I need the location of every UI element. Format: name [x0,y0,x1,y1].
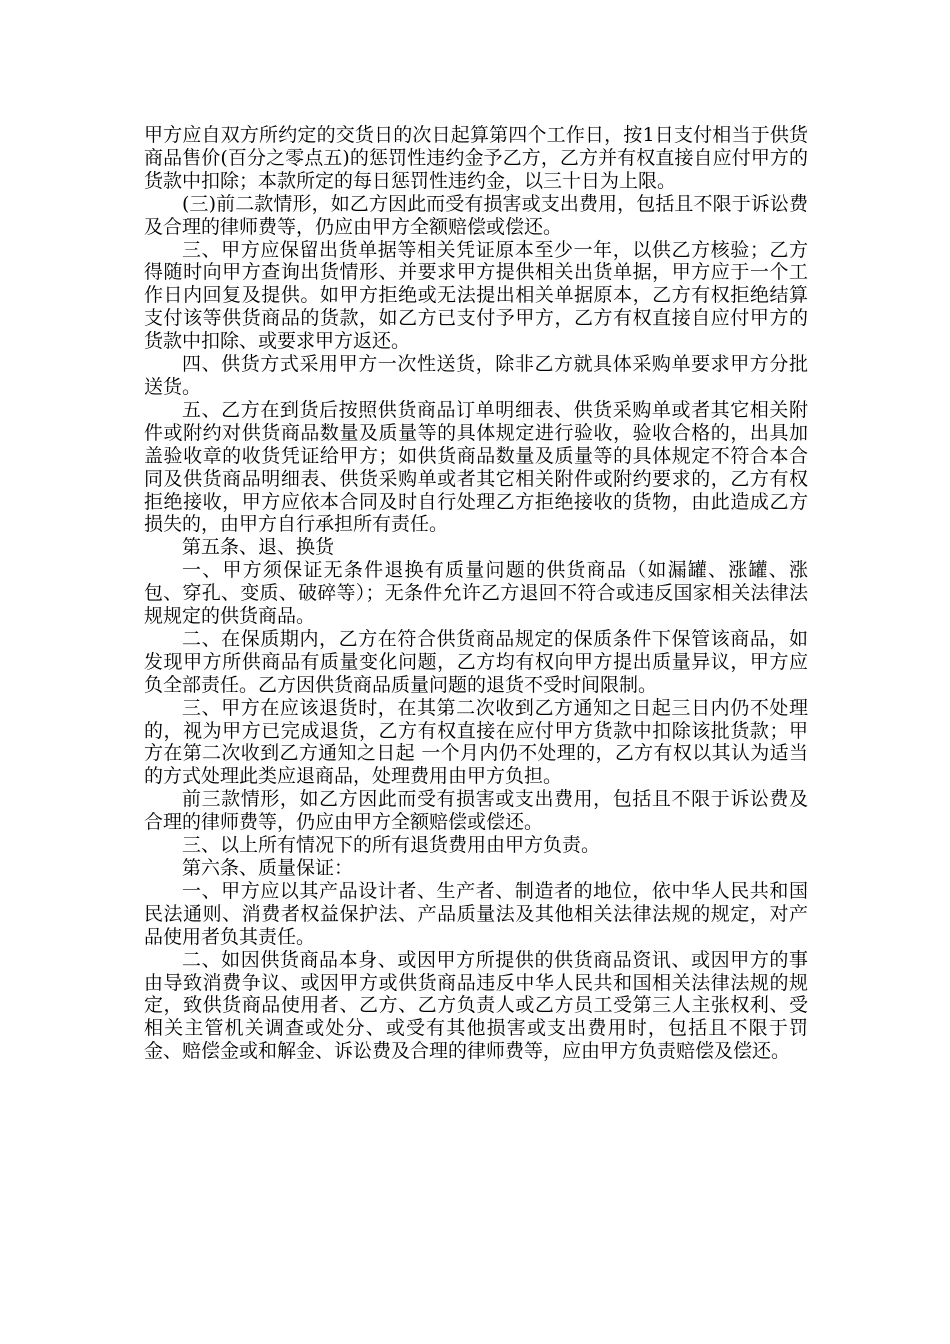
section-heading-article-5: 第五条、退、换货 [182,536,335,559]
paragraph-14: 二、如因供货商品本身、或因甲方所提供的供货商品资讯、或因甲方的事由导致消费争议、或因甲方或供货商品违反中华人民共和国相关法律法规的规定，致供货商品使用者、乙方、乙方负责人或乙方员工受第三人主张权利、受相关主管机关调查或处分、或受有其他损害或支出费用时，包括且不限于罚金、赔偿金或和解金、诉讼费及合理的律师费等，应由甲方负责赔偿及偿还。 [144,948,808,1063]
paragraph-2: (三)前二款情形，如乙方因此而受有损害或支出费用，包括且不限于诉讼费及合理的律师费等，仍应由甲方全额赔偿或偿还。 [144,192,808,238]
paragraph-10: 前三款情形，如乙方因此而受有损害或支出费用，包括且不限于诉讼费及合理的律师费等，仍应由甲方全额赔偿或偿还。 [144,788,808,834]
paragraph-3: 三、甲方应保留出货单据等相关凭证原本至少一年，以供乙方核验；乙方得随时向甲方查询出货情形、并要求甲方提供相关出货单据，甲方应于一个工作日内回复及提供。如甲方拒绝或无法提出相关单据原本，乙方有权拒绝结算支付该等供货商品的货款，如乙方已支付予甲方，乙方有权直接自应付甲方的货款中扣除、或要求甲方返还。 [144,238,808,353]
paragraph-7: 一、甲方须保证无条件退换有质量问题的供货商品（如漏罐、涨罐、涨包、穿孔、变质、破碎等）；无条件允许乙方退回不符合或违反国家相关法律法规规定的供货商品。 [144,559,808,628]
paragraph-8: 二、在保质期内，乙方在符合供货商品规定的保质条件下保管该商品，如发现甲方所供商品有质量变化问题，乙方均有权向甲方提出质量异议，甲方应负全部责任。乙方因供货商品质量问题的退货不受时间限制。 [144,627,808,696]
paragraph-9: 三、甲方在应该退货时，在其第二次收到乙方通知之日起三日内仍不处理的，视为甲方已完成退货，乙方有权直接在应付甲方货款中扣除该批货款；甲方在第二次收到乙方通知之日起 一个月内仍不处理的，乙方有权以其认为适当的方式处理此类应退商品，处理费用由甲方负担。 [144,696,808,788]
paragraph-13: 一、甲方应以其产品设计者、生产者、制造者的地位，依中华人民共和国民法通则、消费者权益保护法、产品质量法及其他相关法律法规的规定，对产品使用者负其责任。 [144,879,808,948]
document-body [144,124,808,1063]
paragraph-5: 五、乙方在到货后按照供货商品订单明细表、供货采购单或者其它相关附件或附约对供货商品数量及质量等的具体规定进行验收，验收合格的，出具加盖验收章的收货凭证给甲方；如供货商品数量及质量等的具体规定不符合本合同及供货商品明细表、供货采购单或者其它相关附件或附约要求的，乙方有权拒绝接收，甲方应依本合同及时自行处理乙方拒绝接收的货物，由此造成乙方损失的，由甲方自行承担所有责任。 [144,398,808,536]
paragraph-11: 三、以上所有情况下的所有退货费用由甲方负责。 [182,834,601,857]
section-heading-article-6: 第六条、质量保证： [182,857,354,879]
paragraph-4: 四、供货方式采用甲方一次性送货，除非乙方就具体采购单要求甲方分批送货。 [144,353,808,398]
paragraph-1: 甲方应自双方所约定的交货日的次日起算第四个工作日，按1日支付相当于供货商品售价(百分之零点五)的惩罚性违约金予乙方，乙方并有权直接自应付甲方的货款中扣除；本款所定的每日惩罚性违约金，以三十日为上限。 [144,124,808,192]
